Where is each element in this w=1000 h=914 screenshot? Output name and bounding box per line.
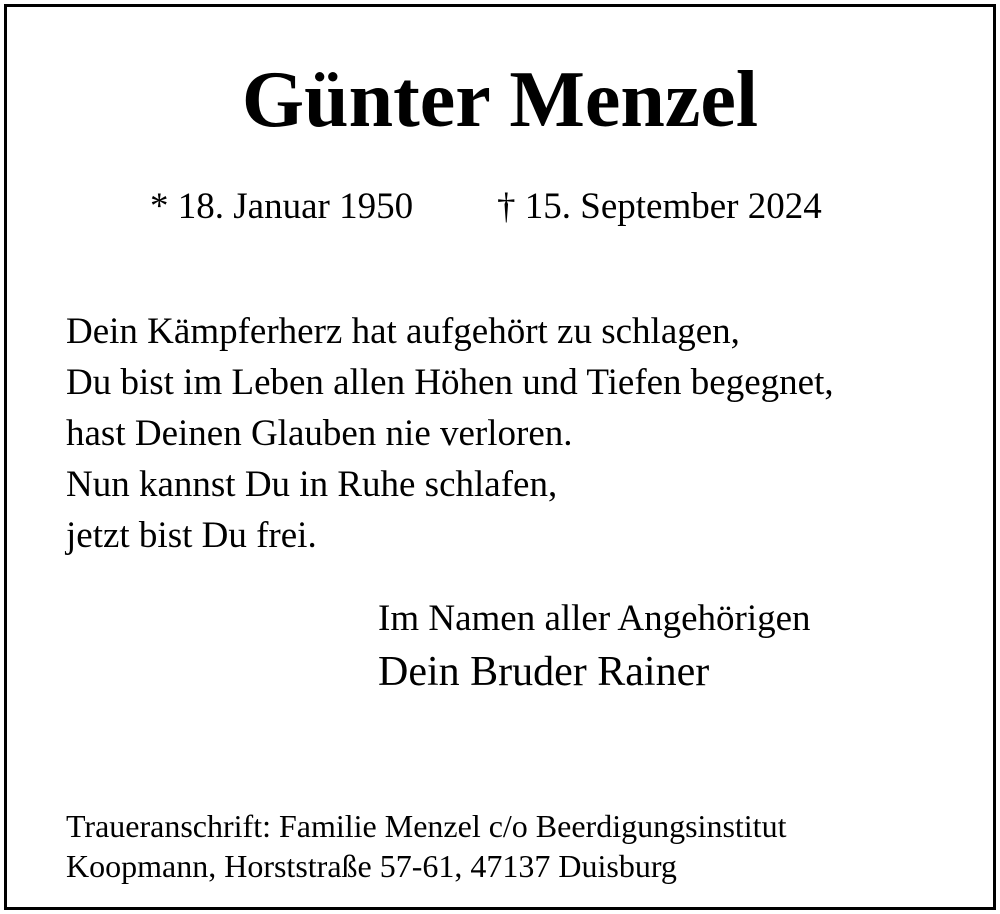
signature-intro: Im Namen aller Angehörigen bbox=[378, 598, 811, 639]
poem-line: hast Deinen Glauben nie verloren. bbox=[66, 413, 573, 454]
poem bbox=[66, 306, 834, 561]
death-date: † 15. September 2024 bbox=[497, 186, 822, 227]
birth-date: * 18. Januar 1950 bbox=[150, 186, 414, 227]
signature-block bbox=[378, 600, 811, 693]
poem-line: Nun kannst Du in Ruhe schlafen, bbox=[66, 464, 558, 505]
poem-line: Dein Kämpferherz hat aufgehört zu schlagen, bbox=[66, 311, 740, 352]
address-line: Traueranschrift: Familie Menzel c/o Beerdigungsinstitut bbox=[66, 808, 787, 844]
poem-line: jetzt bist Du frei. bbox=[66, 515, 317, 556]
signature-name: Dein Bruder Rainer bbox=[378, 649, 710, 695]
mourning-address bbox=[66, 806, 786, 886]
address-line: Koopmann, Horststraße 57-61, 47137 Duisburg bbox=[66, 848, 677, 884]
deceased-name: Günter Menzel bbox=[241, 56, 759, 144]
poem-line: Du bist im Leben allen Höhen und Tiefen begegnet, bbox=[66, 362, 834, 403]
